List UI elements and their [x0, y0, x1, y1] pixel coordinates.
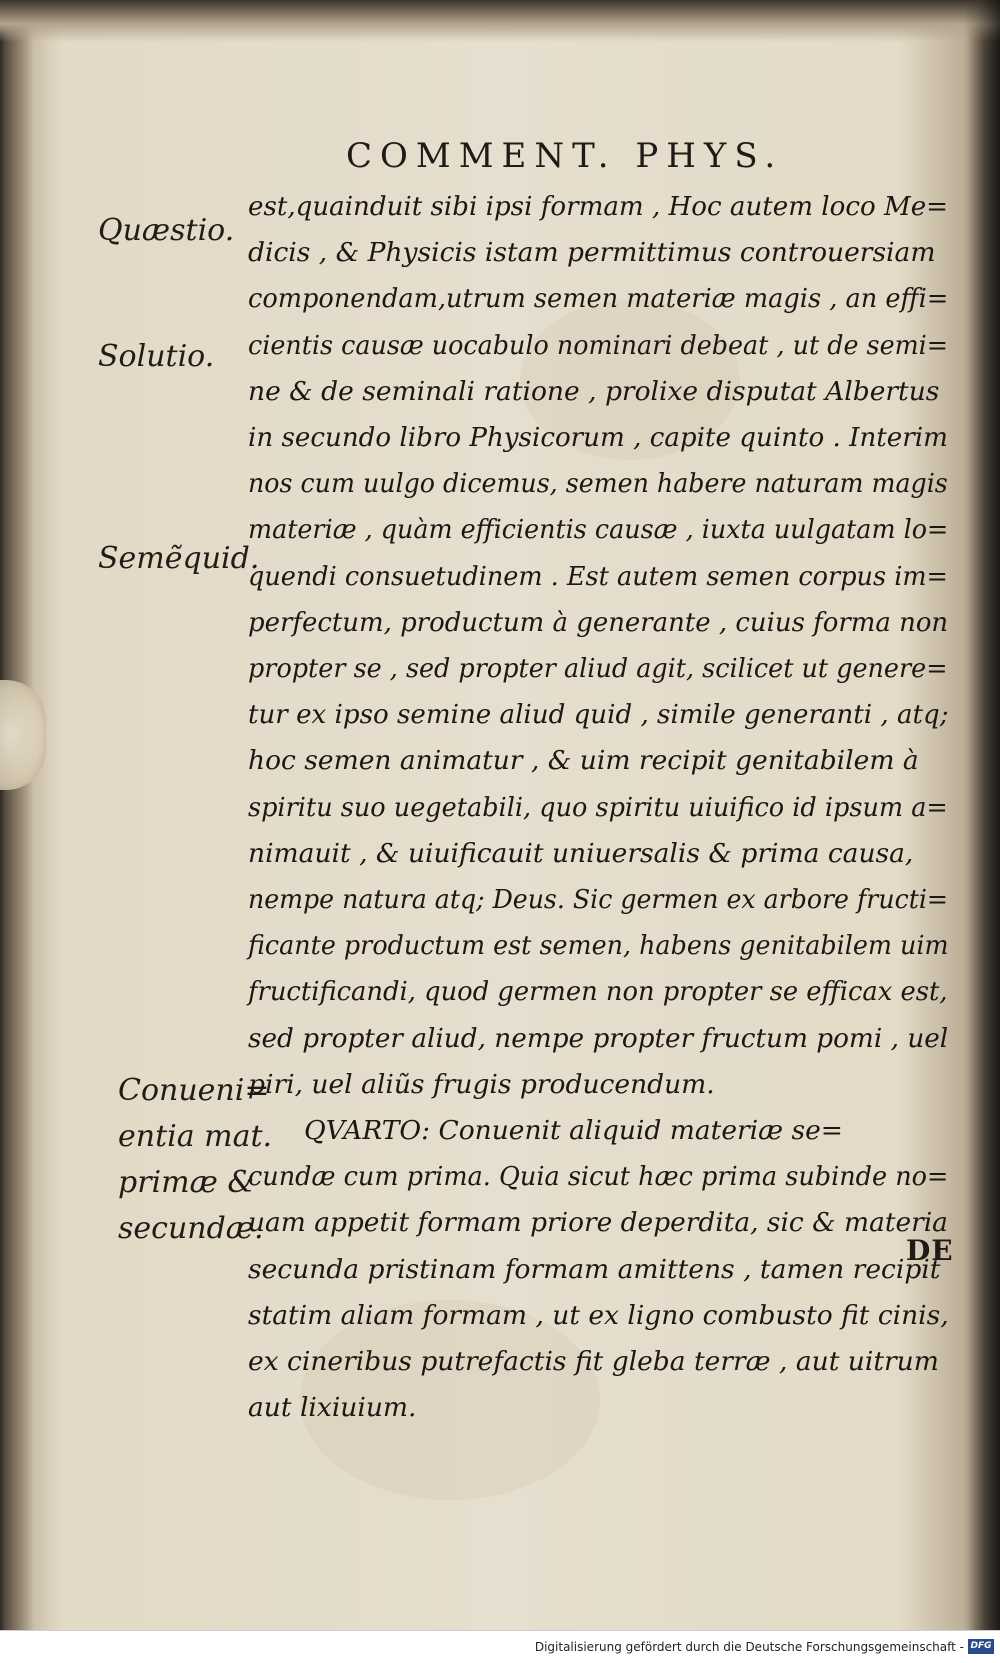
- page-top-edge: [0, 0, 1000, 42]
- text-line: fructificandi, quod germen non propter se efficax est,: [248, 976, 948, 1008]
- text-line: secunda pristinam formam amittens , tamen recipit: [248, 1253, 941, 1285]
- text-line: aut lixiuium.: [248, 1392, 417, 1424]
- funding-credit: Digitalisierung gefördert durch die Deutsche Forschungsgemeinschaft -: [534, 1640, 964, 1654]
- text-line-quarto: QVARTO: Conuenit aliquid materiæ se=: [304, 1115, 843, 1147]
- footer-bar: [0, 1630, 1000, 1663]
- text-line: propter se , sed propter aliud agit, scilicet ut genere=: [248, 653, 948, 685]
- text-line: cientis causæ uocabulo nominari debeat , ut de semi=: [248, 329, 949, 361]
- text-line: materiæ , quàm efficientis causæ , iuxta uulgatam lo=: [248, 514, 949, 546]
- text-line: est,quainduit sibi ipsi formam , Hoc autem loco Me=: [248, 191, 949, 222]
- text-line: spiritu suo uegetabili, quo spiritu uiuifico id ipsum a=: [248, 791, 948, 823]
- text-line: componendam,utrum semen materiæ magis , an effi=: [248, 283, 949, 315]
- running-title: COMMENT. PHYS.: [346, 136, 784, 176]
- margin-note-semen-quid: Semẽquid.: [98, 541, 260, 576]
- text-line: ne & de seminali ratione , prolixe disputat Albertus: [248, 375, 940, 407]
- text-line: piri, uel aliũs frugis producendum.: [248, 1068, 715, 1100]
- margin-note-primae: primæ &: [118, 1165, 255, 1200]
- text-line: uam appetit formam priore deperdita, sic & materia: [248, 1207, 948, 1239]
- text-line: in secundo libro Physicorum , capite quinto . Interim: [248, 422, 948, 454]
- margin-note-conuenientia: Conueni=: [118, 1073, 270, 1108]
- dfg-logo[interactable]: DFG: [968, 1639, 994, 1654]
- catchword: DE: [906, 1234, 954, 1267]
- text-line: statim aliam formam , ut ex ligno combusto fit cinis,: [248, 1299, 949, 1331]
- margin-note-solutio: Solutio.: [98, 339, 215, 374]
- text-line: cundæ cum prima. Quia sicut hæc prima subinde no=: [248, 1161, 949, 1193]
- text-line: tur ex ipso semine aliud quid , simile generanti , atq;: [248, 699, 949, 731]
- text-line: nimauit , & uiuificauit uniuersalis & prima causa,: [248, 837, 914, 869]
- page-fold-decoration: [0, 680, 46, 790]
- text-line: perfectum, productum à generante , cuius forma non: [248, 606, 949, 638]
- page-right-edge: [964, 0, 1000, 1630]
- margin-note-entia-mat: entia mat.: [118, 1119, 273, 1154]
- text-line: ficante productum est semen, habens genitabilem uim: [248, 930, 949, 962]
- text-line: nempe natura atq; Deus. Sic germen ex arbore fructi=: [248, 884, 948, 916]
- text-line: quendi consuetudinem . Est autem semen corpus im=: [248, 560, 948, 592]
- margin-note-questio: Quæstio.: [98, 213, 235, 248]
- text-line: dicis , & Physicis istam permittimus controuersiam: [248, 237, 936, 269]
- text-line: hoc semen animatur , & uim recipit genitabilem à: [248, 745, 919, 777]
- text-line: ex cineribus putrefactis fit gleba terræ , aut uitrum: [248, 1346, 939, 1378]
- margin-note-secundae: secundæ.: [118, 1211, 264, 1246]
- text-line: sed propter aliud, nempe propter fructum pomi , uel: [248, 1022, 949, 1054]
- body-text: [248, 184, 948, 1431]
- text-line: nos cum uulgo dicemus, semen habere naturam magis: [248, 468, 948, 500]
